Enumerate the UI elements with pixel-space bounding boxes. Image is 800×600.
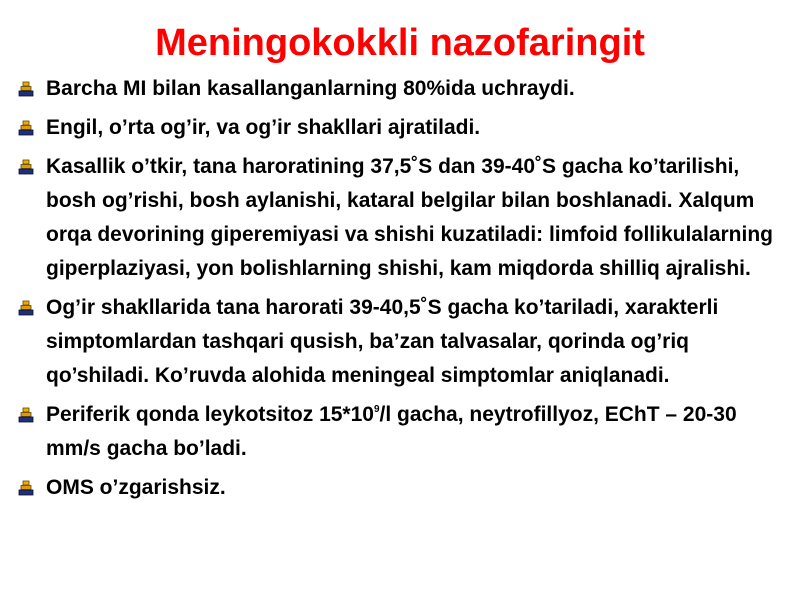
stacked-blocks-bullet-icon <box>18 81 34 97</box>
bullet-text-5-after: /l gacha, neytrofillyoz, EChT – 20-30 mm/s gacha bo’ladi. <box>46 403 737 460</box>
stacked-blocks-bullet-icon <box>18 480 34 496</box>
bullet-text-4: Og’ir shakllarida tana harorati 39-40,5˚S gacha ko’tariladi, xarakterli simptomlardan tashqari qusish, ba’zan talvasalar, qorinda og’riq qo’shiladi. Ko’ruvda alohida meningeal simptomlar aniqlanadi. <box>46 296 719 387</box>
bullet-item-5 <box>18 398 790 466</box>
stacked-blocks-bullet-icon <box>18 159 34 175</box>
bullet-item-6 <box>18 471 790 505</box>
bullet-text-5-before: Periferik qonda leykotsitoz 15*10 <box>46 403 374 426</box>
bullet-item-3 <box>18 150 790 286</box>
slide-title: Meningokokkli nazofaringit <box>155 22 645 64</box>
bullet-item-2 <box>18 111 790 145</box>
bullet-item-1 <box>18 72 790 106</box>
bullet-text-6: OMS o’zgarishsiz. <box>46 476 226 499</box>
bullet-text-5-superscript: 9 <box>373 404 380 415</box>
bullet-text-1: Barcha MI bilan kasallanganlarning 80%ida uchraydi. <box>46 77 575 100</box>
bullet-list <box>18 72 790 510</box>
stacked-blocks-bullet-icon <box>18 407 34 423</box>
bullet-text-2: Engil, o’rta og’ir, va og’ir shakllari ajratiladi. <box>46 116 481 139</box>
bullet-text-3: Kasallik o’tkir, tana haroratining 37,5˚S dan 39-40˚S gacha ko’tarilishi, bosh og’rishi, bosh aylanishi, kataral belgilar bilan boshlanadi. Xalqum orqa devorining giperemiyasi va shishi kuzatiladi: limfoid follikulalarning giperplaziyasi, yon bolishlarning shishi, kam miqdorda shilliq ajralishi. <box>46 155 773 280</box>
stacked-blocks-bullet-icon <box>18 120 34 136</box>
bullet-item-4 <box>18 291 790 393</box>
stacked-blocks-bullet-icon <box>18 300 34 316</box>
